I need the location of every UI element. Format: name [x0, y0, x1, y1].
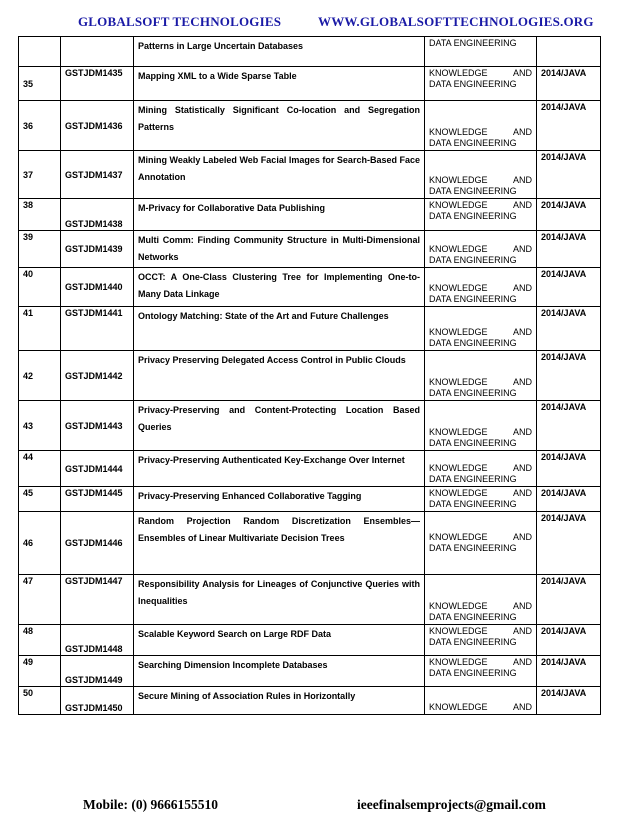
no-cell: 44	[19, 451, 61, 487]
code-cell: GSTJDM1436	[61, 101, 134, 151]
table-row	[19, 575, 601, 625]
domain-data-engineering: DATA ENGINEERING	[429, 474, 517, 484]
code-cell: GSTJDM1439	[61, 231, 134, 268]
code-cell: GSTJDM1448	[61, 625, 134, 656]
domain-cell	[425, 199, 537, 231]
no-cell: 49	[19, 656, 61, 687]
year-cell	[537, 37, 601, 67]
table-row	[19, 512, 601, 575]
domain-cell	[425, 625, 537, 656]
domain-knowledge: KNOWLEDGE	[429, 657, 488, 667]
domain-knowledge: KNOWLEDGE	[429, 68, 488, 78]
year-cell: 2014/JAVA	[537, 307, 601, 351]
domain-cell	[425, 101, 537, 151]
domain-knowledge: KNOWLEDGE	[429, 244, 488, 254]
year-cell: 2014/JAVA	[537, 687, 601, 715]
domain-cell	[425, 656, 537, 687]
domain-and: AND	[512, 283, 532, 293]
year-cell: 2014/JAVA	[537, 231, 601, 268]
domain-and: AND	[512, 601, 532, 611]
title-cell: Random Projection Random Discretization Ensembles—Ensembles of Linear Multivariate Decision Trees	[134, 512, 425, 575]
domain-knowledge: KNOWLEDGE	[429, 175, 488, 185]
title-cell: Privacy-Preserving and Content-Protecting Location Based Queries	[134, 401, 425, 451]
title-cell: Responsibility Analysis for Lineages of Conjunctive Queries with Inequalities	[134, 575, 425, 625]
domain-and: AND	[512, 200, 532, 210]
table-row	[19, 451, 601, 487]
year-cell: 2014/JAVA	[537, 67, 601, 101]
no-cell: 35	[19, 67, 61, 101]
company-name: GLOBALSOFT TECHNOLOGIES	[78, 14, 282, 29]
code-cell: GSTJDM1440	[61, 268, 134, 307]
domain-knowledge: KNOWLEDGE	[429, 427, 488, 437]
footer-email: ieeefinalsemprojects@gmail.com	[357, 797, 546, 812]
domain-knowledge: KNOWLEDGE	[429, 626, 488, 636]
domain-and: AND	[512, 377, 532, 387]
domain-knowledge: KNOWLEDGE	[429, 327, 488, 337]
company-website: WWW.GLOBALSOFTTECHNOLOGIES.ORG	[318, 14, 594, 29]
title-cell: Privacy-Preserving Enhanced Collaborative Tagging	[134, 487, 425, 512]
title-cell: Multi Comm: Finding Community Structure in Multi-Dimensional Networks	[134, 231, 425, 268]
title-cell: Patterns in Large Uncertain Databases	[134, 37, 425, 67]
no-cell: 46	[19, 512, 61, 575]
table-row	[19, 231, 601, 268]
domain-data-engineering: DATA ENGINEERING	[429, 668, 517, 678]
table-row	[19, 101, 601, 151]
year-cell: 2014/JAVA	[537, 101, 601, 151]
domain-data-engineering: DATA ENGINEERING	[429, 186, 517, 196]
domain-data-engineering: DATA ENGINEERING	[429, 499, 517, 509]
year-cell: 2014/JAVA	[537, 401, 601, 451]
domain-data-engineering: DATA ENGINEERING	[429, 637, 517, 647]
code-cell: GSTJDM1445	[61, 487, 134, 512]
title-cell: Mining Statistically Significant Co-location and Segregation Patterns	[134, 101, 425, 151]
domain-cell	[425, 351, 537, 401]
year-cell: 2014/JAVA	[537, 451, 601, 487]
table-row	[19, 687, 601, 715]
domain-and: AND	[512, 702, 532, 712]
domain-and: AND	[512, 327, 532, 337]
code-cell: GSTJDM1442	[61, 351, 134, 401]
domain-knowledge: KNOWLEDGE	[429, 601, 488, 611]
domain-cell	[425, 268, 537, 307]
title-cell: M-Privacy for Collaborative Data Publishing	[134, 199, 425, 231]
table-row	[19, 199, 601, 231]
no-cell: 39	[19, 231, 61, 268]
domain-data-engineering: DATA ENGINEERING	[429, 338, 517, 348]
domain-cell	[425, 231, 537, 268]
domain-cell	[425, 512, 537, 575]
domain-and: AND	[512, 657, 532, 667]
domain-and: AND	[512, 626, 532, 636]
title-cell: Scalable Keyword Search on Large RDF Data	[134, 625, 425, 656]
table-row	[19, 487, 601, 512]
table-row	[19, 401, 601, 451]
no-cell: 48	[19, 625, 61, 656]
year-cell: 2014/JAVA	[537, 625, 601, 656]
domain-knowledge: KNOWLEDGE	[429, 532, 488, 542]
no-cell: 37	[19, 151, 61, 199]
domain-data-engineering: DATA ENGINEERING	[429, 79, 517, 89]
domain-knowledge: KNOWLEDGE	[429, 488, 488, 498]
code-cell: GSTJDM1438	[61, 199, 134, 231]
no-cell: 42	[19, 351, 61, 401]
title-cell: Searching Dimension Incomplete Databases	[134, 656, 425, 687]
table-row	[19, 625, 601, 656]
domain-data-engineering: DATA ENGINEERING	[429, 255, 517, 265]
table-row	[19, 151, 601, 199]
year-cell: 2014/JAVA	[537, 351, 601, 401]
code-cell: GSTJDM1447	[61, 575, 134, 625]
domain-and: AND	[512, 127, 532, 137]
domain-cell	[425, 575, 537, 625]
domain-cell	[425, 687, 537, 715]
domain-knowledge: KNOWLEDGE	[429, 702, 488, 712]
projects-table	[18, 36, 601, 715]
domain-and: AND	[512, 68, 532, 78]
no-cell: 41	[19, 307, 61, 351]
no-cell: 38	[19, 199, 61, 231]
title-cell: Privacy Preserving Delegated Access Control in Public Clouds	[134, 351, 425, 401]
table-row	[19, 67, 601, 101]
title-cell: Mapping XML to a Wide Sparse Table	[134, 67, 425, 101]
title-cell: Secure Mining of Association Rules in Horizontally	[134, 687, 425, 715]
domain-cell	[425, 401, 537, 451]
domain-and: AND	[512, 244, 532, 254]
domain-cell	[425, 307, 537, 351]
no-cell: 50	[19, 687, 61, 715]
domain-and: AND	[512, 463, 532, 473]
code-cell: GSTJDM1441	[61, 307, 134, 351]
domain-knowledge: KNOWLEDGE	[429, 463, 488, 473]
domain-data-engineering: DATA ENGINEERING	[429, 543, 517, 553]
title-cell: Privacy-Preserving Authenticated Key-Exchange Over Internet	[134, 451, 425, 487]
table-row	[19, 268, 601, 307]
domain-cell: DATA ENGINEERING	[425, 37, 537, 67]
no-cell: 43	[19, 401, 61, 451]
domain-cell	[425, 451, 537, 487]
table-row	[19, 37, 601, 67]
domain-data-engineering: DATA ENGINEERING	[429, 138, 517, 148]
domain-data-engineering: DATA ENGINEERING	[429, 294, 517, 304]
domain-knowledge: KNOWLEDGE	[429, 200, 488, 210]
domain-and: AND	[512, 532, 532, 542]
domain-cell	[425, 151, 537, 199]
domain-knowledge: KNOWLEDGE	[429, 283, 488, 293]
code-cell: GSTJDM1450	[61, 687, 134, 715]
domain-and: AND	[512, 488, 532, 498]
no-cell	[19, 37, 61, 67]
code-cell	[61, 37, 134, 67]
no-cell: 45	[19, 487, 61, 512]
code-cell: GSTJDM1443	[61, 401, 134, 451]
code-cell: GSTJDM1437	[61, 151, 134, 199]
table-row	[19, 351, 601, 401]
year-cell: 2014/JAVA	[537, 268, 601, 307]
year-cell: 2014/JAVA	[537, 487, 601, 512]
table-row	[19, 307, 601, 351]
code-cell: GSTJDM1449	[61, 656, 134, 687]
year-cell: 2014/JAVA	[537, 512, 601, 575]
code-cell: GSTJDM1446	[61, 512, 134, 575]
page-header	[0, 14, 638, 34]
code-cell: GSTJDM1444	[61, 451, 134, 487]
domain-data-engineering: DATA ENGINEERING	[429, 612, 517, 622]
domain-data-engineering: DATA ENGINEERING	[429, 388, 517, 398]
domain-and: AND	[512, 427, 532, 437]
no-cell: 40	[19, 268, 61, 307]
table-row	[19, 656, 601, 687]
domain-data-engineering: DATA ENGINEERING	[429, 438, 517, 448]
year-cell: 2014/JAVA	[537, 199, 601, 231]
code-cell: GSTJDM1435	[61, 67, 134, 101]
no-cell: 47	[19, 575, 61, 625]
title-cell: OCCT: A One-Class Clustering Tree for Implementing One-to-Many Data Linkage	[134, 268, 425, 307]
domain-and: AND	[512, 175, 532, 185]
title-cell: Ontology Matching: State of the Art and Future Challenges	[134, 307, 425, 351]
no-cell: 36	[19, 101, 61, 151]
year-cell: 2014/JAVA	[537, 575, 601, 625]
domain-knowledge: KNOWLEDGE	[429, 377, 488, 387]
year-cell: 2014/JAVA	[537, 656, 601, 687]
domain-cell	[425, 67, 537, 101]
title-cell: Mining Weakly Labeled Web Facial Images for Search-Based Face Annotation	[134, 151, 425, 199]
domain-cell	[425, 487, 537, 512]
footer-mobile: Mobile: (0) 9666155510	[83, 797, 218, 812]
domain-knowledge: KNOWLEDGE	[429, 127, 488, 137]
domain-data-engineering: DATA ENGINEERING	[429, 211, 517, 221]
page-footer	[0, 797, 638, 817]
year-cell: 2014/JAVA	[537, 151, 601, 199]
